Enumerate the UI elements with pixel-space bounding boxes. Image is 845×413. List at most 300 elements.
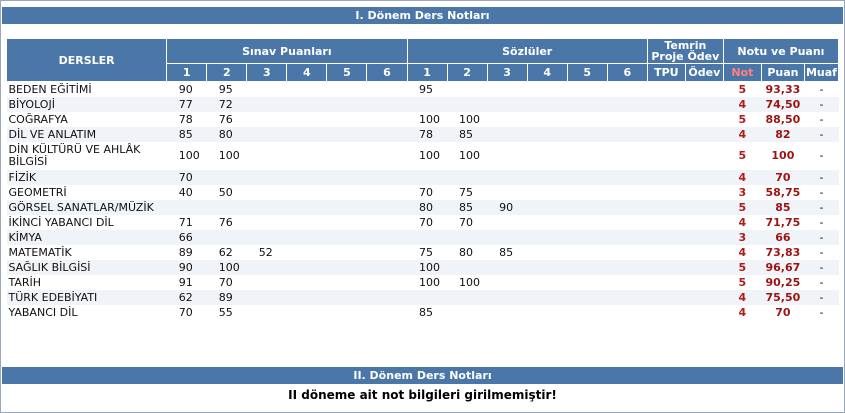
oral-score-3 — [487, 305, 527, 320]
oral-score-4 — [527, 82, 567, 98]
exam-score-1: 85 — [167, 127, 207, 142]
oral-score-1: 80 — [407, 200, 447, 215]
exam-score-4 — [287, 185, 327, 200]
exam-score-4 — [287, 230, 327, 245]
oral-score-3 — [487, 112, 527, 127]
exam-score-2 — [207, 200, 247, 215]
grade-note: 3 — [723, 185, 761, 200]
exempt-flag: - — [804, 260, 838, 275]
exam-score-4 — [287, 112, 327, 127]
exam-score-3 — [247, 305, 287, 320]
exam-score-1: 70 — [167, 305, 207, 320]
homework-score — [685, 305, 723, 320]
exempt-flag: - — [804, 185, 838, 200]
exempt-flag: - — [804, 142, 838, 170]
homework-score — [685, 260, 723, 275]
exam-score-5 — [327, 275, 367, 290]
oral-score-4 — [527, 97, 567, 112]
exam-score-4 — [287, 127, 327, 142]
oral-score-3 — [487, 170, 527, 185]
oral-score-6 — [607, 127, 647, 142]
exam-score-3: 52 — [247, 245, 287, 260]
oral-score-6 — [607, 230, 647, 245]
exam-score-4 — [287, 305, 327, 320]
oral-score-2 — [447, 290, 487, 305]
oral-score-3 — [487, 185, 527, 200]
exempt-flag: - — [804, 290, 838, 305]
exam-score-2: 62 — [207, 245, 247, 260]
exempt-flag: - — [804, 200, 838, 215]
oral-score-4 — [527, 112, 567, 127]
table-row — [7, 260, 839, 275]
oral-score-5 — [567, 245, 607, 260]
oral-score-3 — [487, 215, 527, 230]
grade-score: 93,33 — [761, 82, 804, 98]
exam-score-2 — [207, 230, 247, 245]
grade-note: 4 — [723, 245, 761, 260]
tpu-score — [647, 200, 685, 215]
grade-note: 4 — [723, 170, 761, 185]
exam-score-3 — [247, 230, 287, 245]
exam-score-4 — [287, 82, 327, 98]
grade-score: 70 — [761, 170, 804, 185]
header-oral-4: 4 — [527, 64, 567, 82]
oral-score-5 — [567, 215, 607, 230]
oral-score-6 — [607, 82, 647, 98]
oral-score-5 — [567, 305, 607, 320]
oral-score-4 — [527, 170, 567, 185]
exam-score-5 — [327, 200, 367, 215]
exam-score-4 — [287, 275, 327, 290]
tpu-score — [647, 142, 685, 170]
exempt-flag: - — [804, 127, 838, 142]
exam-score-5 — [327, 185, 367, 200]
grade-score: 85 — [761, 200, 804, 215]
lesson-name: FİZİK — [7, 170, 167, 185]
exam-score-6 — [367, 142, 407, 170]
oral-score-5 — [567, 200, 607, 215]
exempt-flag: - — [804, 170, 838, 185]
tpu-score — [647, 260, 685, 275]
exam-score-1: 40 — [167, 185, 207, 200]
oral-score-1 — [407, 170, 447, 185]
lesson-name: TÜRK EDEBİYATI — [7, 290, 167, 305]
tpu-score — [647, 305, 685, 320]
exempt-flag: - — [804, 215, 838, 230]
header-muaf: Muaf — [804, 64, 838, 82]
oral-score-5 — [567, 112, 607, 127]
header-grade-score: Notu ve Puanı — [723, 39, 838, 64]
oral-score-2 — [447, 82, 487, 98]
oral-score-6 — [607, 245, 647, 260]
oral-score-3 — [487, 82, 527, 98]
tpu-score — [647, 245, 685, 260]
exam-score-5 — [327, 142, 367, 170]
grade-score: 75,50 — [761, 290, 804, 305]
homework-score — [685, 290, 723, 305]
lesson-name: BİYOLOJİ — [7, 97, 167, 112]
oral-score-1: 75 — [407, 245, 447, 260]
oral-score-4 — [527, 215, 567, 230]
lesson-name: COĞRAFYA — [7, 112, 167, 127]
exam-score-2: 70 — [207, 275, 247, 290]
oral-score-3 — [487, 97, 527, 112]
homework-score — [685, 245, 723, 260]
grade-note: 5 — [723, 112, 761, 127]
oral-score-3 — [487, 230, 527, 245]
table-row — [7, 230, 839, 245]
homework-score — [685, 97, 723, 112]
exam-score-5 — [327, 305, 367, 320]
grade-note: 4 — [723, 127, 761, 142]
lesson-name: YABANCI DİL — [7, 305, 167, 320]
exam-score-5 — [327, 290, 367, 305]
lesson-name: KİMYA — [7, 230, 167, 245]
oral-score-4 — [527, 260, 567, 275]
oral-score-5 — [567, 142, 607, 170]
exam-score-3 — [247, 275, 287, 290]
oral-score-2: 75 — [447, 185, 487, 200]
homework-score — [685, 215, 723, 230]
exam-score-2: 100 — [207, 142, 247, 170]
oral-score-1 — [407, 230, 447, 245]
lesson-name: GEOMETRİ — [7, 185, 167, 200]
exam-score-5 — [327, 260, 367, 275]
tpu-score — [647, 215, 685, 230]
table-row — [7, 127, 839, 142]
exempt-flag: - — [804, 82, 838, 98]
exam-score-3 — [247, 142, 287, 170]
oral-score-3 — [487, 142, 527, 170]
exam-score-5 — [327, 230, 367, 245]
exam-score-6 — [367, 215, 407, 230]
header-project: Temrin Proje Ödev — [647, 39, 723, 64]
section1-title: I. Dönem Ders Notları — [2, 7, 843, 24]
grade-note: 3 — [723, 230, 761, 245]
grades-table — [6, 38, 839, 320]
exam-score-6 — [367, 245, 407, 260]
exam-score-1: 70 — [167, 170, 207, 185]
exam-score-5 — [327, 97, 367, 112]
homework-score — [685, 185, 723, 200]
exam-score-2: 76 — [207, 215, 247, 230]
oral-score-2 — [447, 260, 487, 275]
homework-score — [685, 200, 723, 215]
grade-note: 4 — [723, 290, 761, 305]
exam-score-1: 89 — [167, 245, 207, 260]
oral-score-4 — [527, 245, 567, 260]
exam-score-5 — [327, 245, 367, 260]
exam-score-1: 66 — [167, 230, 207, 245]
grade-score: 66 — [761, 230, 804, 245]
oral-score-3 — [487, 127, 527, 142]
grades-body — [7, 82, 839, 321]
table-row — [7, 97, 839, 112]
tpu-score — [647, 185, 685, 200]
grade-score: 100 — [761, 142, 804, 170]
header-exam-2: 2 — [207, 64, 247, 82]
exam-score-1: 90 — [167, 260, 207, 275]
exam-score-5 — [327, 170, 367, 185]
table-row — [7, 215, 839, 230]
grade-score: 96,67 — [761, 260, 804, 275]
exam-score-2: 100 — [207, 260, 247, 275]
oral-score-2: 80 — [447, 245, 487, 260]
exam-score-3 — [247, 290, 287, 305]
exam-score-1: 62 — [167, 290, 207, 305]
exam-score-2: 95 — [207, 82, 247, 98]
oral-score-6 — [607, 112, 647, 127]
table-row — [7, 185, 839, 200]
lesson-name: GÖRSEL SANATLAR/MÜZİK — [7, 200, 167, 215]
header-tpu: TPU — [647, 64, 685, 82]
exam-score-4 — [287, 215, 327, 230]
oral-score-6 — [607, 275, 647, 290]
oral-score-3 — [487, 260, 527, 275]
lesson-name: TARİH — [7, 275, 167, 290]
exam-score-2: 50 — [207, 185, 247, 200]
exam-score-6 — [367, 290, 407, 305]
oral-score-4 — [527, 305, 567, 320]
exam-score-5 — [327, 112, 367, 127]
tpu-score — [647, 170, 685, 185]
oral-score-4 — [527, 275, 567, 290]
grade-note: 5 — [723, 275, 761, 290]
oral-score-2: 100 — [447, 275, 487, 290]
oral-score-3 — [487, 275, 527, 290]
oral-score-5 — [567, 260, 607, 275]
header-not: Not — [723, 64, 761, 82]
exempt-flag: - — [804, 97, 838, 112]
exam-score-1: 77 — [167, 97, 207, 112]
homework-score — [685, 230, 723, 245]
grade-score: 82 — [761, 127, 804, 142]
oral-score-2 — [447, 170, 487, 185]
oral-score-2 — [447, 230, 487, 245]
table-row — [7, 200, 839, 215]
oral-score-1: 95 — [407, 82, 447, 98]
oral-score-1: 70 — [407, 185, 447, 200]
exam-score-3 — [247, 260, 287, 275]
exam-score-6 — [367, 230, 407, 245]
exam-score-3 — [247, 97, 287, 112]
oral-score-4 — [527, 142, 567, 170]
header-puan: Puan — [761, 64, 804, 82]
homework-score — [685, 275, 723, 290]
lesson-name: DİL VE ANLATIM — [7, 127, 167, 142]
oral-score-2: 85 — [447, 127, 487, 142]
exam-score-6 — [367, 170, 407, 185]
exam-score-1 — [167, 200, 207, 215]
header-exam-4: 4 — [287, 64, 327, 82]
oral-score-5 — [567, 290, 607, 305]
exam-score-6 — [367, 127, 407, 142]
oral-score-4 — [527, 200, 567, 215]
oral-score-3: 85 — [487, 245, 527, 260]
exempt-flag: - — [804, 112, 838, 127]
lesson-name: BEDEN EĞİTİMİ — [7, 82, 167, 98]
oral-score-2 — [447, 305, 487, 320]
oral-score-5 — [567, 185, 607, 200]
exempt-flag: - — [804, 275, 838, 290]
oral-score-5 — [567, 82, 607, 98]
lesson-name: DİN KÜLTÜRÜ VE AHLÂK BİLGİSİ — [7, 142, 167, 170]
header-homework: Ödev — [685, 64, 723, 82]
tpu-score — [647, 290, 685, 305]
oral-score-6 — [607, 290, 647, 305]
grade-score: 74,50 — [761, 97, 804, 112]
exam-score-3 — [247, 200, 287, 215]
oral-score-6 — [607, 97, 647, 112]
exam-score-2: 76 — [207, 112, 247, 127]
oral-score-5 — [567, 127, 607, 142]
exam-score-4 — [287, 170, 327, 185]
tpu-score — [647, 230, 685, 245]
exam-score-6 — [367, 275, 407, 290]
tpu-score — [647, 275, 685, 290]
homework-score — [685, 142, 723, 170]
oral-score-6 — [607, 305, 647, 320]
oral-score-1: 70 — [407, 215, 447, 230]
header-lessons: DERSLER — [7, 39, 167, 82]
grade-note: 5 — [723, 82, 761, 98]
exam-score-3 — [247, 127, 287, 142]
grade-score: 58,75 — [761, 185, 804, 200]
oral-score-1: 78 — [407, 127, 447, 142]
exam-score-2 — [207, 170, 247, 185]
oral-score-2 — [447, 97, 487, 112]
table-row — [7, 112, 839, 127]
homework-score — [685, 127, 723, 142]
grade-note: 4 — [723, 215, 761, 230]
exam-score-1: 78 — [167, 112, 207, 127]
oral-score-1: 85 — [407, 305, 447, 320]
oral-score-2: 85 — [447, 200, 487, 215]
section2-message: II döneme ait not bilgileri girilmemiştir! — [288, 388, 557, 402]
exam-score-6 — [367, 97, 407, 112]
exam-score-1: 100 — [167, 142, 207, 170]
oral-score-1: 100 — [407, 112, 447, 127]
exam-score-4 — [287, 290, 327, 305]
exam-score-6 — [367, 112, 407, 127]
grade-note: 5 — [723, 142, 761, 170]
exam-score-4 — [287, 200, 327, 215]
oral-score-4 — [527, 290, 567, 305]
exam-score-1: 90 — [167, 82, 207, 98]
exam-score-6 — [367, 305, 407, 320]
oral-score-5 — [567, 170, 607, 185]
exam-score-6 — [367, 82, 407, 98]
exam-score-4 — [287, 142, 327, 170]
grade-note: 4 — [723, 97, 761, 112]
exam-score-2: 80 — [207, 127, 247, 142]
header-oral-2: 2 — [447, 64, 487, 82]
grade-score: 71,75 — [761, 215, 804, 230]
oral-score-5 — [567, 275, 607, 290]
exam-score-5 — [327, 127, 367, 142]
oral-score-6 — [607, 260, 647, 275]
section2-title: II. Dönem Ders Notları — [2, 367, 843, 384]
header-oral-1: 1 — [407, 64, 447, 82]
table-row — [7, 275, 839, 290]
oral-score-1: 100 — [407, 142, 447, 170]
header-oral-6: 6 — [607, 64, 647, 82]
table-row — [7, 82, 839, 98]
grade-note: 4 — [723, 305, 761, 320]
oral-score-1: 100 — [407, 260, 447, 275]
grade-score: 73,83 — [761, 245, 804, 260]
header-exam-5: 5 — [327, 64, 367, 82]
tpu-score — [647, 127, 685, 142]
exam-score-3 — [247, 185, 287, 200]
oral-score-4 — [527, 127, 567, 142]
header-oral-3: 3 — [487, 64, 527, 82]
exam-score-2: 72 — [207, 97, 247, 112]
exam-score-4 — [287, 260, 327, 275]
exempt-flag: - — [804, 230, 838, 245]
homework-score — [685, 170, 723, 185]
table-row — [7, 245, 839, 260]
table-row — [7, 142, 839, 170]
lesson-name: İKİNCİ YABANCI DİL — [7, 215, 167, 230]
oral-score-3: 90 — [487, 200, 527, 215]
grade-note: 5 — [723, 200, 761, 215]
exam-score-5 — [327, 82, 367, 98]
exam-score-5 — [327, 215, 367, 230]
header-exam-6: 6 — [367, 64, 407, 82]
grade-note: 5 — [723, 260, 761, 275]
tpu-score — [647, 82, 685, 98]
oral-score-2: 70 — [447, 215, 487, 230]
exam-score-3 — [247, 215, 287, 230]
exam-score-3 — [247, 170, 287, 185]
exam-score-3 — [247, 112, 287, 127]
tpu-score — [647, 112, 685, 127]
oral-score-5 — [567, 230, 607, 245]
oral-score-1: 100 — [407, 275, 447, 290]
exam-score-2: 89 — [207, 290, 247, 305]
exam-score-6 — [367, 200, 407, 215]
exempt-flag: - — [804, 305, 838, 320]
tpu-score — [647, 97, 685, 112]
exam-score-2: 55 — [207, 305, 247, 320]
exam-score-1: 71 — [167, 215, 207, 230]
oral-score-1 — [407, 97, 447, 112]
lesson-name: SAĞLIK BİLGİSİ — [7, 260, 167, 275]
oral-score-4 — [527, 185, 567, 200]
oral-score-6 — [607, 185, 647, 200]
exam-score-3 — [247, 82, 287, 98]
exempt-flag: - — [804, 245, 838, 260]
header-oral-5: 5 — [567, 64, 607, 82]
oral-score-6 — [607, 215, 647, 230]
header-oral: Sözlüler — [407, 39, 647, 64]
table-row — [7, 305, 839, 320]
oral-score-3 — [487, 290, 527, 305]
exam-score-4 — [287, 245, 327, 260]
oral-score-2: 100 — [447, 112, 487, 127]
oral-score-6 — [607, 200, 647, 215]
header-exam-1: 1 — [167, 64, 207, 82]
oral-score-6 — [607, 142, 647, 170]
table-row — [7, 170, 839, 185]
oral-score-5 — [567, 97, 607, 112]
homework-score — [685, 82, 723, 98]
oral-score-1 — [407, 290, 447, 305]
table-row — [7, 290, 839, 305]
header-exam-scores: Sınav Puanları — [167, 39, 407, 64]
lesson-name: MATEMATİK — [7, 245, 167, 260]
